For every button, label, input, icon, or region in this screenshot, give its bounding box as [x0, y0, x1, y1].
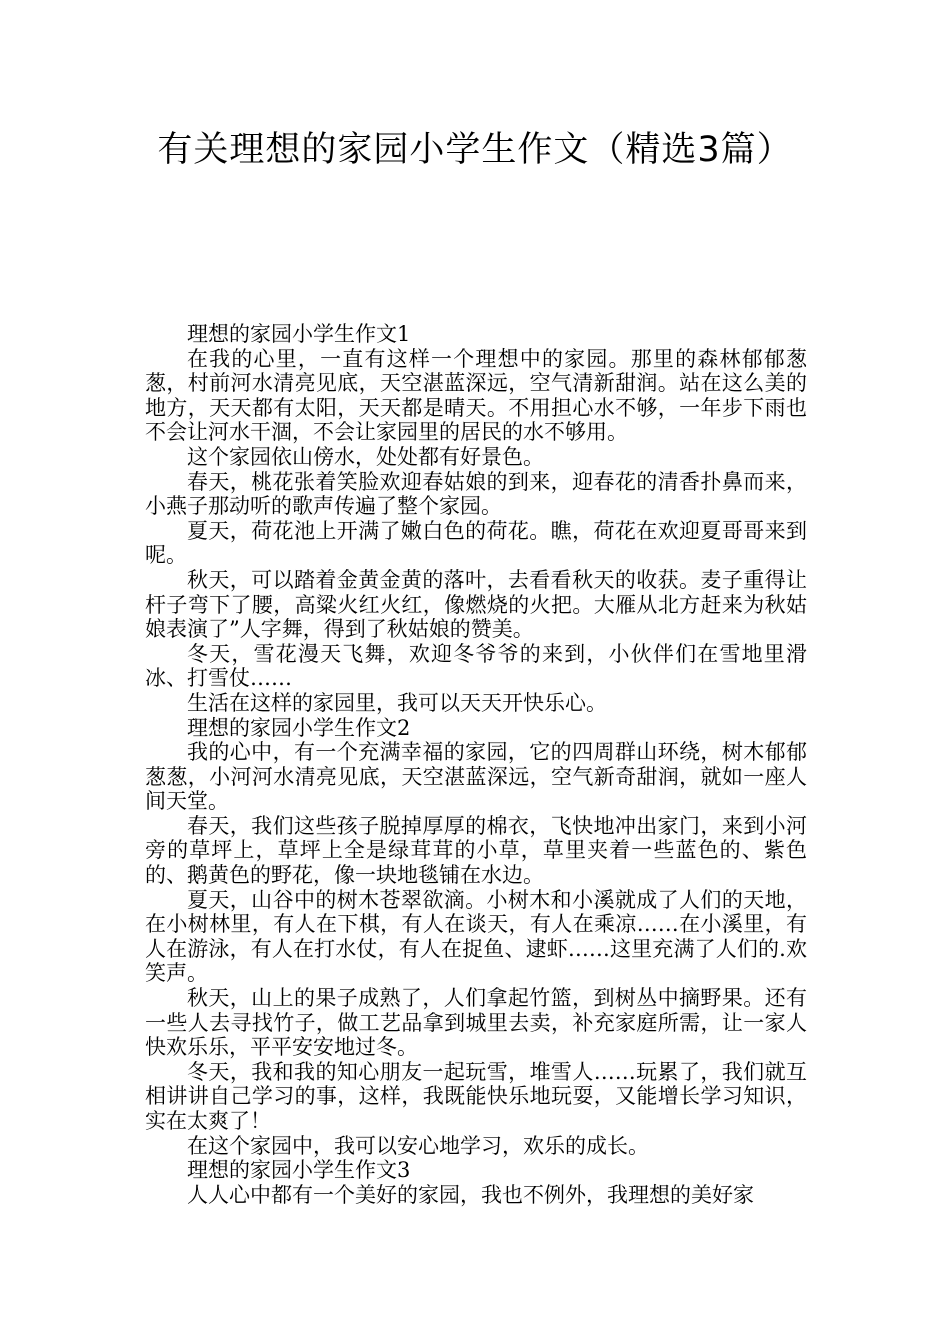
paragraph: 冬天，雪花漫天飞舞，欢迎冬爷爷的来到，小伙伴们在雪地里滑冰、打雪仗……: [145, 641, 807, 691]
section-heading-2: 理想的家园小学生作文2: [187, 715, 411, 740]
paragraph: 在这个家园中，我可以安心地学习，欢乐的成长。: [187, 1133, 649, 1158]
paragraph: 春天，桃花张着笑脸欢迎春姑娘的到来，迎春花的清香扑鼻而来，小燕子那动听的歌声传遍了整个家园。: [145, 469, 807, 519]
paragraph: 我的心中，有一个充满幸福的家园，它的四周群山环绕，树木郁郁葱葱，小河河水清亮见底，天空湛蓝深远，空气新奇甜润，就如一座人间天堂。: [145, 740, 807, 814]
paragraph: 春天，我们这些孩子脱掉厚厚的棉衣，飞快地冲出家门，来到小河旁的草坪上，草坪上全是绿茸茸的小草，草里夹着一些蓝色的、紫色的、鹅黄色的野花，像一块地毯铺在水边。: [145, 813, 807, 888]
paragraph: 在我的心里，一直有这样一个理想中的家园。那里的森林郁郁葱葱，村前河水清亮见底，天空湛蓝深远，空气清新甜润。站在这么美的地方，天天都有太阳，天天都是晴天。不用担心水不够，一年步下雨也不会让河水干涸，不会让家园里的居民的水不够用。: [145, 346, 807, 445]
document-title: 有关理想的家园小学生作文（精选3篇）: [157, 130, 793, 170]
paragraph: 这个家园依山傍水，处处都有好景色。: [187, 444, 544, 469]
paragraph: 人人心中都有一个美好的家园，我也不例外，我理想的美好家: [187, 1182, 754, 1207]
paragraph: 夏天，山谷中的树木苍翠欲滴。小树木和小溪就成了人们的天地，在小树林里，有人在下棋，有人在谈天，有人在乘凉……在小溪里，有人在游泳，有人在打水仗，有人在捉鱼、逮虾……这里充满了人们的.欢笑声。: [145, 887, 807, 986]
paragraph: 生活在这样的家园里，我可以天天开快乐心。: [187, 690, 607, 715]
document-body: [145, 322, 807, 1207]
paragraph: 夏天，荷花池上开满了嫩白色的荷花。瞧，荷花在欢迎夏哥哥来到呢。: [145, 518, 807, 568]
section-heading-1: 理想的家园小学生作文1: [187, 322, 411, 346]
paragraph: 秋天，山上的果子成熟了，人们拿起竹篮，到树丛中摘野果。还有一些人去寻找竹子，做工艺品拿到城里去卖，补充家庭所需，让一家人快欢乐乐，平平安安地过冬。: [145, 986, 807, 1060]
section-heading-3: 理想的家园小学生作文3: [187, 1158, 411, 1183]
paragraph: 秋天，可以踏着金黄金黄的落叶，去看看秋天的收获。麦子重得让杆子弯下了腰，高粱火红火红，像燃烧的火把。大雁从北方赶来为秋姑娘表演了”人字舞，得到了秋姑娘的赞美。: [145, 567, 807, 642]
paragraph: 冬天，我和我的知心朋友一起玩雪，堆雪人……玩累了，我们就互相讲讲自己学习的事，这样，我既能快乐地玩耍，又能增长学习知识，实在太爽了！: [145, 1059, 807, 1133]
